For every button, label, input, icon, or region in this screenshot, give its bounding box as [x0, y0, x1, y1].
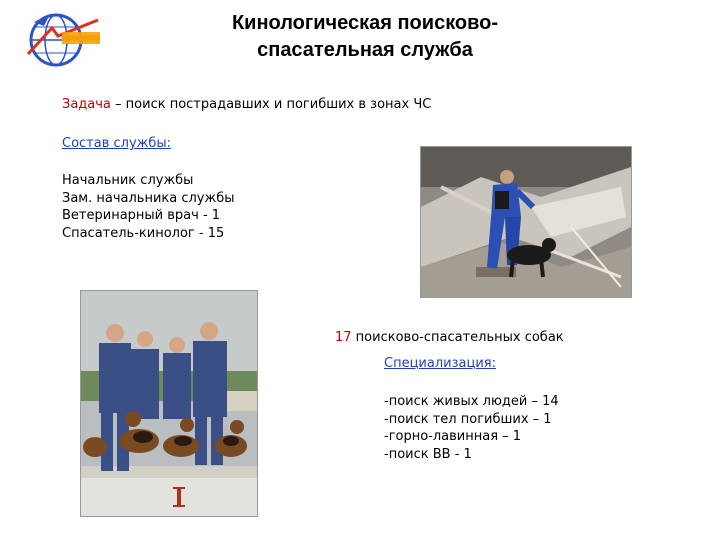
title-line-2: спасательная служба: [257, 39, 473, 61]
title-line-1: Кинологическая поисково-: [231, 12, 499, 34]
staff-item: Ветеринарный врач - 1: [62, 208, 221, 223]
task-label: Задача: [62, 97, 111, 112]
staff-list: [62, 172, 235, 242]
staff-item: Зам. начальника службы: [62, 190, 235, 206]
specialization-item: -поиск живых людей – 14: [384, 394, 559, 409]
specialization-heading: Специализация:: [384, 356, 496, 371]
dogs-count-line: [335, 330, 564, 345]
dogs-count: 17: [335, 330, 352, 345]
dogs-text: поисково-спасательных собак: [351, 330, 564, 345]
page-title: [165, 10, 565, 64]
composition-heading: Состав службы:: [62, 136, 172, 151]
team-photo: [80, 290, 258, 517]
rescue-photo: [420, 146, 632, 298]
specialization-item: -поиск ВВ - 1: [384, 446, 472, 462]
specialization-item: -горно-лавинная – 1: [384, 429, 522, 444]
task-line: [62, 97, 431, 112]
specialization-item: -поиск тел погибших – 1: [384, 411, 552, 427]
emercom-logo: [22, 10, 104, 70]
specialization-list: [384, 393, 559, 463]
staff-item: Спасатель-кинолог - 15: [62, 225, 225, 241]
task-text: – поиск пострадавших и погибших в зонах ЧС: [110, 97, 432, 112]
staff-item: Начальник службы: [62, 173, 194, 188]
